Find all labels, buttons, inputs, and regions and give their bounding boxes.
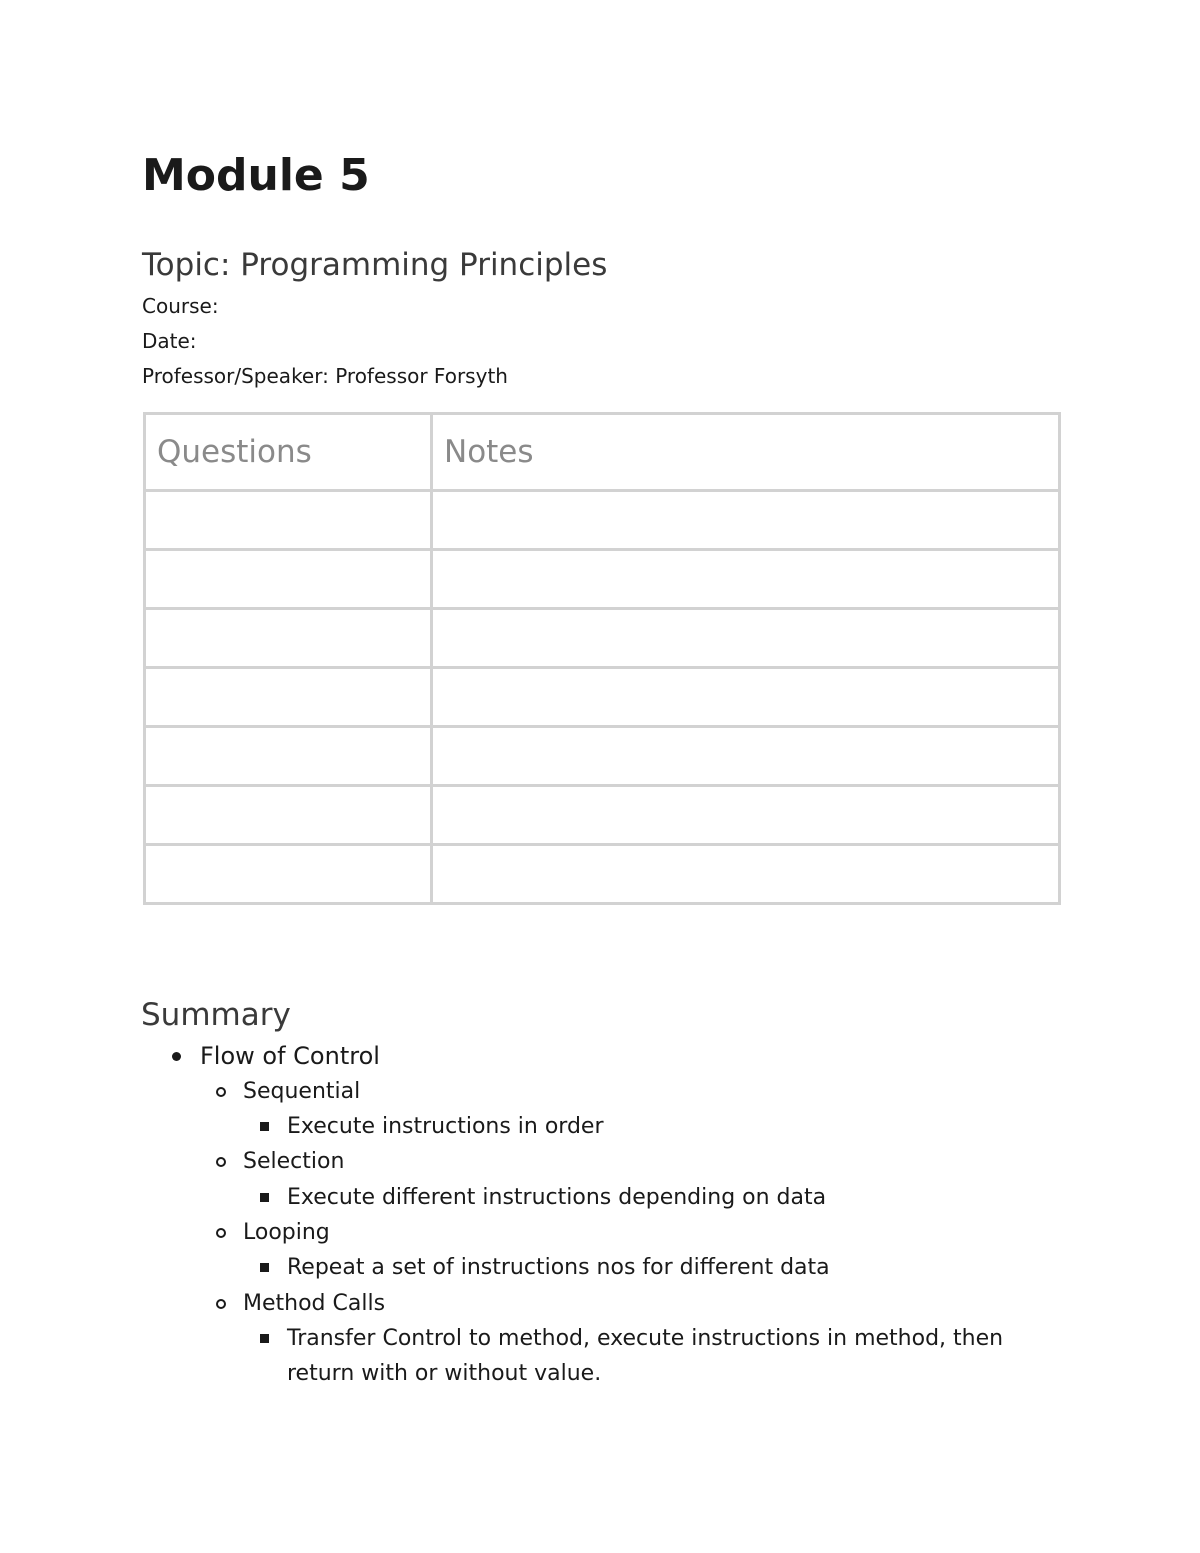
date-label: Date: [142,329,197,353]
list-item [243,1074,360,1109]
list-item [200,1039,380,1075]
list-item [243,1144,344,1179]
question-cell[interactable] [145,727,432,786]
question-cell[interactable] [145,491,432,550]
question-cell[interactable] [145,845,432,904]
table-header-row [145,414,1060,491]
notes-column-header: Notes [432,414,1060,491]
list-item [243,1286,385,1321]
list-item [243,1215,330,1250]
table-row [145,786,1060,845]
question-cell[interactable] [145,609,432,668]
table-row [145,609,1060,668]
square-bullet-icon [260,1193,269,1202]
page-title: Module 5 [142,150,370,201]
filled-circle-bullet-icon [172,1052,181,1061]
questions-column-header: Questions [145,414,432,491]
note-cell[interactable] [432,550,1060,609]
summary-item-label: Sequential [243,1079,361,1104]
question-cell[interactable] [145,668,432,727]
table-row [145,727,1060,786]
table-row [145,491,1060,550]
hollow-circle-bullet-icon [216,1087,226,1097]
note-cell[interactable] [432,491,1060,550]
topic-heading: Topic: Programming Principles [142,247,608,283]
square-bullet-icon [260,1122,269,1131]
summary-item-detail: Execute instructions in order [287,1114,604,1139]
note-cell[interactable] [432,727,1060,786]
note-cell[interactable] [432,609,1060,668]
summary-item-detail: Repeat a set of instructions nos for different data [287,1255,830,1280]
table-row [145,550,1060,609]
summary-item-label: Selection [243,1149,345,1174]
course-label: Course: [142,294,219,318]
list-item [287,1321,1047,1391]
hollow-circle-bullet-icon [216,1157,226,1167]
square-bullet-icon [260,1334,269,1343]
summary-item-detail: Execute different instructions depending on data [287,1185,827,1210]
list-item [287,1109,604,1144]
list-item [287,1180,826,1215]
square-bullet-icon [260,1263,269,1272]
summary-item-label: Looping [243,1220,330,1245]
question-cell[interactable] [145,550,432,609]
hollow-circle-bullet-icon [216,1228,226,1238]
table-row [145,668,1060,727]
summary-item-label: Method Calls [243,1291,386,1316]
summary-heading: Summary [141,997,291,1033]
note-cell[interactable] [432,845,1060,904]
list-item [287,1250,830,1285]
note-cell[interactable] [432,786,1060,845]
cornell-notes-table [143,412,1061,905]
note-cell[interactable] [432,668,1060,727]
table-row [145,845,1060,904]
hollow-circle-bullet-icon [216,1299,226,1309]
summary-item-detail: Transfer Control to method, execute instructions in method, then return with or without value. [287,1326,1004,1386]
summary-topic: Flow of Control [200,1042,380,1070]
question-cell[interactable] [145,786,432,845]
professor-label: Professor/Speaker: Professor Forsyth [142,364,508,388]
